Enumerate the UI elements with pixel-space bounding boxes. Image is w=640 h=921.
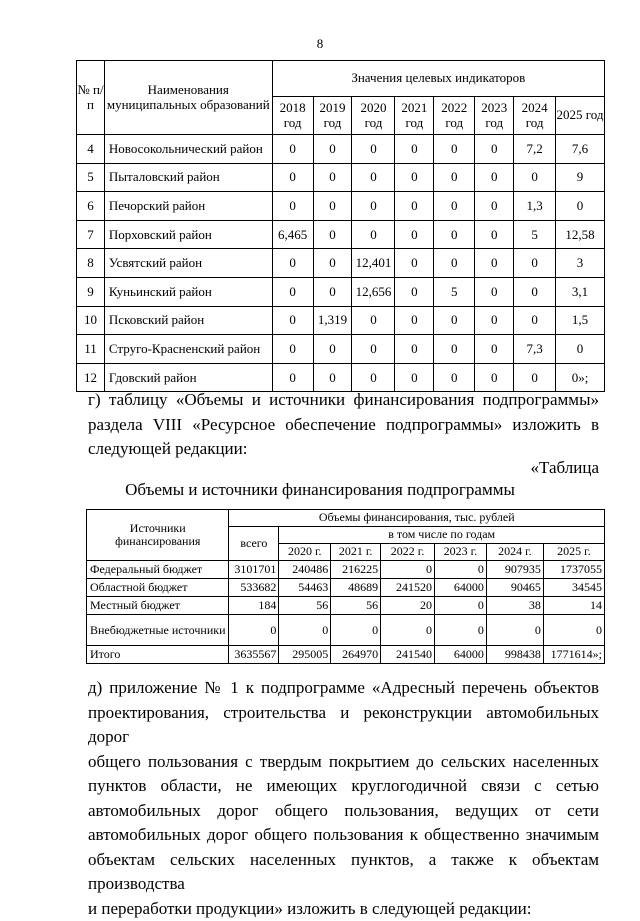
year-value: 34545: [543, 579, 604, 597]
para-line: г) таблицу «Объемы и источники финансирования подпрограммы»: [88, 390, 599, 409]
col-volumes-header: Объемы финансирования, тыс. рублей: [229, 510, 605, 527]
table-row: [87, 615, 605, 646]
table-row: [77, 277, 605, 306]
row-number: 4: [77, 135, 105, 164]
year-value: 241520: [381, 579, 435, 597]
year-value: 0: [331, 615, 381, 646]
year-value: 20: [381, 597, 435, 615]
indicator-value: 3,1: [556, 277, 605, 306]
indicator-value: 0: [352, 163, 395, 192]
indicator-value: 0: [352, 135, 395, 164]
para-line: следующей редакции:: [88, 439, 248, 458]
indicator-value: 0: [313, 192, 352, 221]
table-row: [77, 335, 605, 364]
indicator-value: 0: [272, 249, 313, 278]
table-row: [77, 192, 605, 221]
indicator-value: 0: [313, 363, 352, 392]
indicator-value: 0: [556, 192, 605, 221]
year-value: 1737055: [543, 561, 604, 579]
table-row: [77, 135, 605, 164]
indicator-value: 0: [434, 220, 475, 249]
year-header: 2021 год: [395, 97, 434, 135]
year-value: 64000: [435, 646, 487, 664]
indicator-value: 12,401: [352, 249, 395, 278]
indicator-value: 0: [475, 277, 514, 306]
indicator-value: 7,6: [556, 135, 605, 164]
paragraph-g: [88, 388, 599, 462]
year-value: 907935: [486, 561, 543, 579]
municipality-name: Струго-Красненский район: [104, 335, 272, 364]
row-number: 10: [77, 306, 105, 335]
para-line: раздела VIII «Ресурсное обеспечение подпрограммы» изложить в: [88, 414, 599, 434]
indicator-value: 0: [434, 335, 475, 364]
indicator-value: 0: [313, 249, 352, 278]
source-name: Внебюджетные источники: [87, 615, 229, 646]
indicator-value: 0: [272, 335, 313, 364]
indicator-value: 12,58: [556, 220, 605, 249]
year-header: 2022 год: [434, 97, 475, 135]
indicator-value: 0: [434, 192, 475, 221]
indicator-value: 0: [313, 163, 352, 192]
municipality-name: Гдовский район: [104, 363, 272, 392]
row-number: 7: [77, 220, 105, 249]
year-header: 2023 г.: [435, 544, 487, 561]
indicator-value: 0: [514, 277, 556, 306]
year-value: 0: [435, 597, 487, 615]
year-value: 38: [486, 597, 543, 615]
year-header: 2023 год: [475, 97, 514, 135]
year-header: 2025 г.: [543, 544, 604, 561]
indicator-value: 0: [514, 306, 556, 335]
indicator-value: 0: [434, 363, 475, 392]
year-header: 2020 г.: [279, 544, 331, 561]
year-header: 2019 год: [313, 97, 352, 135]
indicator-value: 0: [475, 220, 514, 249]
page-number: 8: [316, 36, 324, 51]
year-value: 54463: [279, 579, 331, 597]
indicator-value: 0: [395, 335, 434, 364]
indicator-value: 7,3: [514, 335, 556, 364]
table-row: [77, 249, 605, 278]
year-value: 0: [435, 615, 487, 646]
indicator-value: 0: [434, 163, 475, 192]
col-source-header: Источники финансирования: [87, 510, 229, 561]
indicator-value: 0: [272, 163, 313, 192]
indicator-value: 0: [272, 192, 313, 221]
indicator-value: 0: [395, 249, 434, 278]
year-value: 0: [435, 561, 487, 579]
indicator-value: 0: [352, 192, 395, 221]
para-line: объектам сельских населенных пунктов, а также к объектам производства: [88, 849, 599, 893]
indicators-table: [76, 60, 605, 392]
indicator-value: 0: [313, 335, 352, 364]
source-name: Областной бюджет: [87, 579, 229, 597]
year-value: 1771614»;: [543, 646, 604, 664]
year-header: 2024 г.: [486, 544, 543, 561]
indicator-value: 6,465: [272, 220, 313, 249]
indicator-value: 0: [352, 335, 395, 364]
indicator-value: 12,656: [352, 277, 395, 306]
source-name: Итого: [87, 646, 229, 664]
municipality-name: Куньинский район: [104, 277, 272, 306]
indicator-value: 0: [395, 135, 434, 164]
source-name: Местный бюджет: [87, 597, 229, 615]
municipality-name: Пыталовский район: [104, 163, 272, 192]
indicator-value: 0: [272, 277, 313, 306]
para-line: проектирования, строительства и реконструкции автомобильных дорог: [88, 702, 599, 746]
year-header: 2025 год: [556, 97, 605, 135]
year-value: 48689: [331, 579, 381, 597]
year-header: 2018 год: [272, 97, 313, 135]
total-value: 533682: [229, 579, 279, 597]
total-value: 3101701: [229, 561, 279, 579]
indicator-value: 0: [475, 249, 514, 278]
indicator-value: 0: [313, 135, 352, 164]
year-value: 216225: [331, 561, 381, 579]
indicator-value: 0: [313, 220, 352, 249]
source-name: Федеральный бюджет: [87, 561, 229, 579]
municipality-name: Новосокольнический район: [104, 135, 272, 164]
indicator-value: 0: [434, 135, 475, 164]
year-value: 56: [279, 597, 331, 615]
indicator-value: 1,3: [514, 192, 556, 221]
year-value: 0: [381, 561, 435, 579]
table-row: [77, 220, 605, 249]
municipality-name: Печорский район: [104, 192, 272, 221]
indicator-value: 0: [475, 306, 514, 335]
para-line: д) приложение № 1 к подпрограмме «Адресный перечень объектов: [88, 678, 599, 697]
indicator-value: 0»;: [556, 363, 605, 392]
indicator-value: 0: [395, 306, 434, 335]
indicator-value: 5: [514, 220, 556, 249]
indicator-value: 0: [475, 335, 514, 364]
indicator-value: 0: [434, 306, 475, 335]
year-value: 0: [279, 615, 331, 646]
col-by-years-header: в том числе по годам: [279, 527, 605, 544]
year-header: 2021 г.: [331, 544, 381, 561]
indicator-value: 1,5: [556, 306, 605, 335]
indicator-value: 0: [272, 306, 313, 335]
indicator-value: 0: [556, 335, 605, 364]
indicator-value: 0: [514, 249, 556, 278]
indicator-value: 0: [434, 249, 475, 278]
col-total-header: всего: [229, 527, 279, 561]
indicator-value: 0: [475, 163, 514, 192]
total-value: 0: [229, 615, 279, 646]
municipality-name: Псковский район: [104, 306, 272, 335]
year-value: 56: [331, 597, 381, 615]
row-number: 8: [77, 249, 105, 278]
year-header: 2024 год: [514, 97, 556, 135]
table-row: [77, 163, 605, 192]
col-name-header: Наименования муниципальных образований: [104, 61, 272, 135]
col-number-header: № п/п: [77, 61, 105, 135]
table-label: «Таблица: [530, 458, 599, 477]
year-value: 0: [543, 615, 604, 646]
indicator-value: 7,2: [514, 135, 556, 164]
table-row: [77, 306, 605, 335]
indicator-value: 0: [514, 363, 556, 392]
indicator-value: 0: [395, 220, 434, 249]
table-row: [87, 561, 605, 579]
indicator-value: 0: [395, 363, 434, 392]
year-header: 2022 г.: [381, 544, 435, 561]
year-value: 241540: [381, 646, 435, 664]
total-value: 184: [229, 597, 279, 615]
indicator-value: 0: [352, 220, 395, 249]
para-line: и переработки продукции» изложить в следующей редакции:: [88, 898, 532, 918]
year-value: 264970: [331, 646, 381, 664]
indicator-value: 0: [313, 277, 352, 306]
row-number: 11: [77, 335, 105, 364]
indicator-value: 0: [395, 163, 434, 192]
indicator-value: 9: [556, 163, 605, 192]
indicator-value: 0: [395, 277, 434, 306]
indicator-value: 0: [514, 163, 556, 192]
year-value: 998438: [486, 646, 543, 664]
year-header: 2020 год: [352, 97, 395, 135]
year-value: 240486: [279, 561, 331, 579]
para-line: пунктов области, не имеющих круглогодичной связи с сетью: [88, 776, 599, 795]
year-value: 14: [543, 597, 604, 615]
municipality-name: Усвятский район: [104, 249, 272, 278]
year-value: 0: [381, 615, 435, 646]
table-row: [87, 646, 605, 664]
paragraph-d: [88, 676, 599, 921]
indicator-value: 0: [272, 363, 313, 392]
financing-table: [86, 509, 605, 664]
row-number: 12: [77, 363, 105, 392]
year-value: 0: [486, 615, 543, 646]
row-number: 9: [77, 277, 105, 306]
municipality-name: Порховский район: [104, 220, 272, 249]
indicator-value: 0: [352, 363, 395, 392]
indicator-value: 0: [352, 306, 395, 335]
indicator-value: 5: [434, 277, 475, 306]
year-value: 90465: [486, 579, 543, 597]
indicator-value: 0: [475, 363, 514, 392]
para-line: автомобильных дорог общего пользования к общественно значимым: [88, 825, 599, 844]
total-value: 3635567: [229, 646, 279, 664]
indicator-value: 0: [272, 135, 313, 164]
indicator-value: 0: [475, 135, 514, 164]
year-value: 64000: [435, 579, 487, 597]
year-value: 295005: [279, 646, 331, 664]
para-line: автомобильных дорог общего пользования, ведущих от сети: [88, 800, 599, 820]
indicator-value: 1,319: [313, 306, 352, 335]
para-line: общего пользования с твердым покрытием до сельских населенных: [88, 751, 599, 771]
table-row: [87, 597, 605, 615]
row-number: 5: [77, 163, 105, 192]
indicator-value: 0: [475, 192, 514, 221]
row-number: 6: [77, 192, 105, 221]
col-values-header: Значения целевых индикаторов: [272, 61, 604, 97]
indicator-value: 0: [395, 192, 434, 221]
table-caption: Объемы и источники финансирования подпрограммы: [125, 480, 515, 499]
indicator-value: 3: [556, 249, 605, 278]
table-row: [87, 579, 605, 597]
